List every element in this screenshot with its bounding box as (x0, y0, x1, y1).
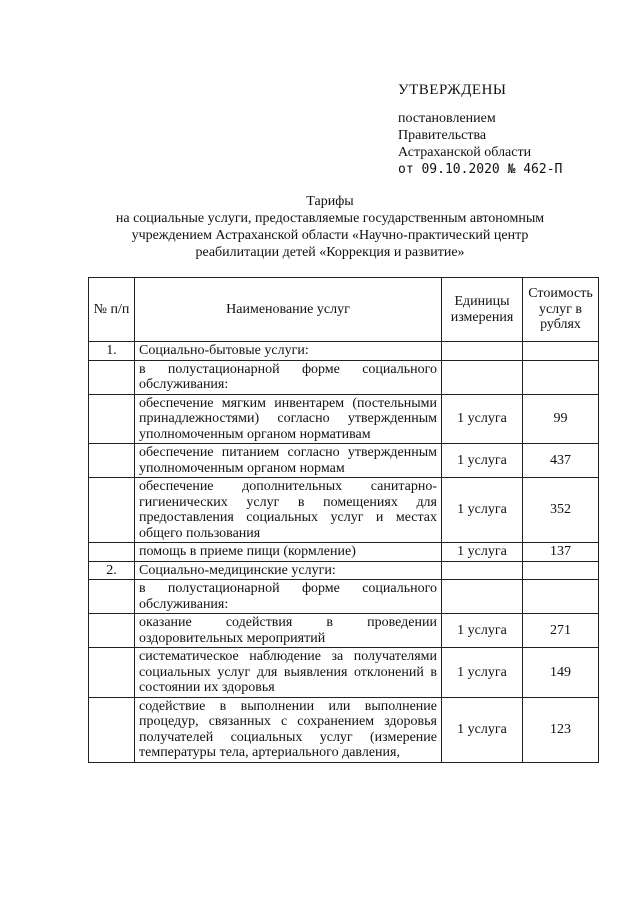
cell-num: 2. (89, 561, 135, 580)
cell-unit: 1 услуга (442, 478, 523, 543)
header-num: № п/п (89, 278, 135, 342)
cell-name: Социально-медицинские услуги: (135, 561, 442, 580)
cell-cost: 149 (523, 648, 599, 698)
cell-name: оказание содействия в проведении оздоровительных мероприятий (135, 614, 442, 648)
cell-num (89, 614, 135, 648)
cell-unit: 1 услуга (442, 697, 523, 762)
cell-num (89, 360, 135, 394)
document-title (100, 193, 560, 261)
cell-cost: 123 (523, 697, 599, 762)
cell-cost (523, 342, 599, 361)
cell-cost: 137 (523, 543, 599, 562)
cell-name: систематическое наблюдение за получателями социальных услуг для выявления отклонений в состоянии их здоровья (135, 648, 442, 698)
cell-num (89, 543, 135, 562)
table-row (89, 394, 599, 444)
approval-heading: УТВЕРЖДЕНЫ (398, 82, 507, 98)
table-row (89, 648, 599, 698)
table-row (89, 614, 599, 648)
cell-unit: 1 услуга (442, 444, 523, 478)
cell-num (89, 444, 135, 478)
cell-unit (442, 561, 523, 580)
approval-date-line: от 09.10.2020 № 462-П (398, 162, 563, 177)
table-row (89, 360, 599, 394)
table-row (89, 444, 599, 478)
cell-cost: 271 (523, 614, 599, 648)
cell-cost (523, 561, 599, 580)
cell-num: 1. (89, 342, 135, 361)
cell-name: в полустационарной форме социального обслуживания: (135, 360, 442, 394)
cell-unit: 1 услуга (442, 614, 523, 648)
approval-line: Правительства (398, 128, 487, 143)
cell-name: Социально-бытовые услуги: (135, 342, 442, 361)
cell-unit (442, 342, 523, 361)
table-row (89, 697, 599, 762)
table-row (89, 561, 599, 580)
cell-cost: 352 (523, 478, 599, 543)
cell-name: в полустационарной форме социального обслуживания: (135, 580, 442, 614)
cell-cost (523, 360, 599, 394)
cell-cost (523, 580, 599, 614)
cell-name: помощь в приеме пищи (кормление) (135, 543, 442, 562)
cell-name: обеспечение мягким инвентарем (постельными принадлежностями) согласно утвержденным уполномоченным органом нормативам (135, 394, 442, 444)
cell-num (89, 394, 135, 444)
cell-unit: 1 услуга (442, 543, 523, 562)
header-name: Наименование услуг (135, 278, 442, 342)
cell-unit: 1 услуга (442, 394, 523, 444)
cell-cost: 437 (523, 444, 599, 478)
cell-num (89, 648, 135, 698)
cell-num (89, 478, 135, 543)
title-sub-line: на социальные услуги, предоставляемые государственным автономным (115, 211, 545, 226)
table-row (89, 478, 599, 543)
cell-num (89, 697, 135, 762)
cell-name: обеспечение питанием согласно утвержденным уполномоченным органом нормам (135, 444, 442, 478)
table-row (89, 342, 599, 361)
tariffs-table (88, 277, 599, 763)
table-row (89, 580, 599, 614)
header-cost: Стоимость услуг в рублях (523, 278, 599, 342)
header-unit: Единицы измерения (442, 278, 523, 342)
table-row (89, 543, 599, 562)
cell-num (89, 580, 135, 614)
approval-block (398, 82, 628, 178)
title-main: Тарифы (306, 194, 354, 209)
cell-cost: 99 (523, 394, 599, 444)
title-sub-line: реабилитации детей «Коррекция и развитие» (195, 245, 465, 260)
approval-line: Астраханской области (398, 145, 532, 160)
approval-line: постановлением (398, 111, 496, 126)
cell-unit (442, 360, 523, 394)
cell-unit: 1 услуга (442, 648, 523, 698)
cell-unit (442, 580, 523, 614)
table-header-row (89, 278, 599, 342)
cell-name: содействие в выполнении или выполнение процедур, связанных с сохранением здоровья получателей социальных услуг (измерение температуры тела, артериального давления, (135, 697, 442, 762)
cell-name: обеспечение дополнительных санитарно-гигиенических услуг в помещениях для предоставления социальных услуг и местах общего пользования (135, 478, 442, 543)
title-sub-line: учреждением Астраханской области «Научно-практический центр (131, 228, 529, 243)
